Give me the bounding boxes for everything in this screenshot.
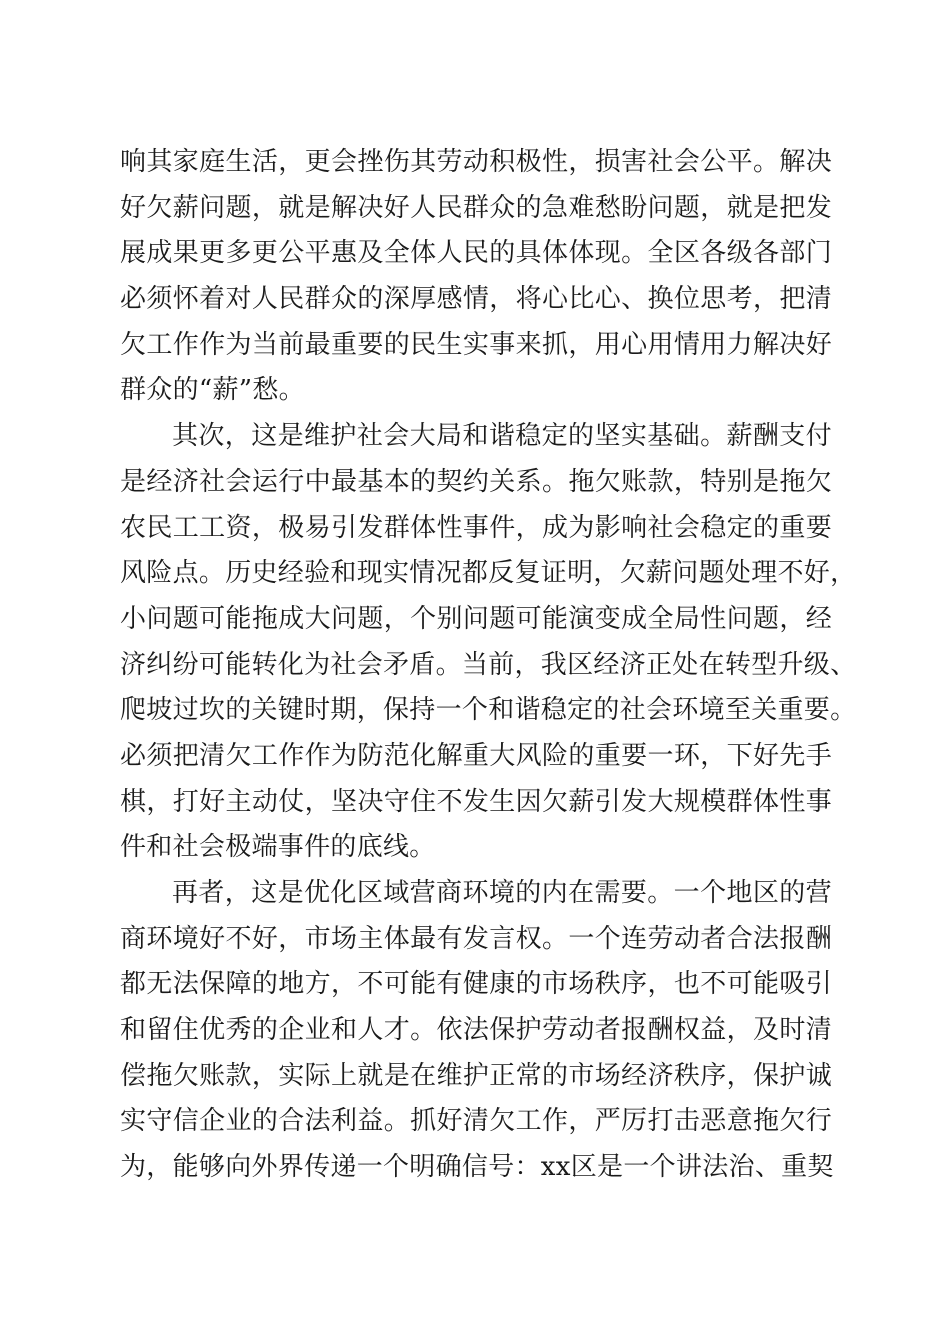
text-line: 都无法保障的地方，不可能有健康的市场秩序，也不可能吸引 xyxy=(120,969,832,1000)
text-line: 展成果更多更公平惠及全体人民的具体体现。全区各级各部门 xyxy=(120,238,832,269)
text-line: 农民工工资，极易引发群体性事件，成为影响社会稳定的重要 xyxy=(120,512,832,543)
text-line: 济纠纷可能转化为社会矛盾。当前，我区经济正处在转型升级、 xyxy=(120,649,857,680)
paragraph-1 xyxy=(120,140,832,414)
text-line: 群众的“薪”愁。 xyxy=(120,375,305,406)
text-line: 小问题可能拖成大问题，个别问题可能演变成全局性问题，经 xyxy=(120,603,832,634)
text-line: 其次，这是维护社会大局和谐稳定的坚实基础。薪酬支付 xyxy=(172,421,832,452)
text-line: 偿拖欠账款，实际上就是在维护正常的市场经济秩序，保护诚 xyxy=(120,1060,832,1091)
paragraph-2 xyxy=(120,414,857,871)
text-line: 响其家庭生活，更会挫伤其劳动积极性，损害社会公平。解决 xyxy=(120,147,832,177)
text-line: 风险点。历史经验和现实情况都反复证明，欠薪问题处理不好， xyxy=(120,558,857,589)
text-line: 和留住优秀的企业和人才。依法保护劳动者报酬权益，及时清 xyxy=(120,1015,832,1046)
text-line: 棋，打好主动仗，坚决守住不发生因欠薪引发大规模群体性事 xyxy=(120,786,832,817)
text-line: 件和社会极端事件的底线。 xyxy=(120,832,436,863)
text-line: 必须怀着对人民群众的深厚感情，将心比心、换位思考，把清 xyxy=(120,284,832,315)
paragraph-3 xyxy=(120,871,832,1191)
text-line: 好欠薪问题，就是解决好人民群众的急难愁盼问题，就是把发 xyxy=(120,192,832,223)
text-line: 必须把清欠工作作为防范化解重大风险的重要一环，下好先手 xyxy=(120,740,832,771)
text-line: 实守信企业的合法利益。抓好清欠工作，严厉打击恶意拖欠行 xyxy=(120,1106,832,1137)
text-line: 再者，这是优化区域营商环境的内在需要。一个地区的营 xyxy=(172,878,832,908)
text-line: 为，能够向外界传递一个明确信号：xx区是一个讲法治、重契 xyxy=(120,1152,834,1183)
text-line: 爬坡过坎的关键时期，保持一个和谐稳定的社会环境至关重要。 xyxy=(120,695,857,726)
text-line: 是经济社会运行中最基本的契约关系。拖欠账款，特别是拖欠 xyxy=(120,466,832,497)
document-body xyxy=(120,140,857,1191)
text-line: 欠工作作为当前最重要的民生实事来抓，用心用情用力解决好 xyxy=(120,329,832,360)
text-line: 商环境好不好，市场主体最有发言权。一个连劳动者合法报酬 xyxy=(120,923,832,954)
